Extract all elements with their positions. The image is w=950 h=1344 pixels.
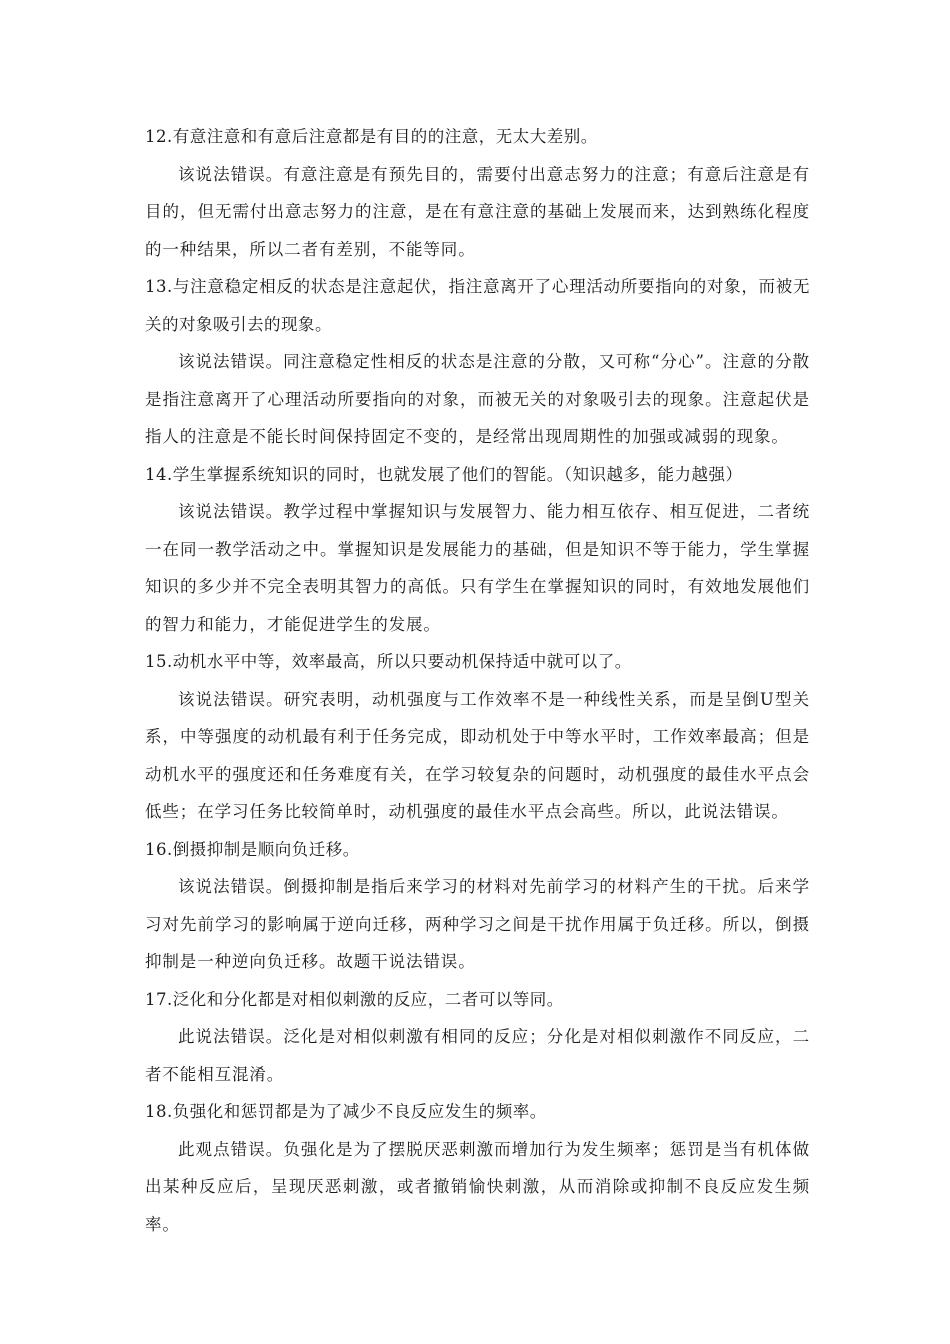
question-14: 14.学生掌握系统知识的同时，也就发展了他们的智能。（知识越多，能力越强） (145, 464, 743, 484)
question-13: 13.与注意稳定相反的状态是注意起伏，指注意离开了心理活动所要指向的对象，而被无关的对象吸引去的现象。 (145, 277, 810, 334)
answer-13: 该说法错误。同注意稳定性相反的状态是注意的分散，又可称“分心”。注意的分散是指注意离开了心理活动所要指向的对象，而被无关的对象吸引去的现象。注意起伏是指人的注意是不能长时间保持固定不变的，是经常出现周期性的加强或减弱的现象。 (145, 352, 810, 446)
question-12: 12.有意注意和有意后注意都是有目的的注意，无太大差别。 (145, 127, 598, 146)
answer-18: 此观点错误。负强化是为了摆脱厌恶刺激而增加行为发生频率；惩罚是当有机体做出某种反应后，呈现厌恶刺激，或者撤销愉快刺激，从而消除或抑制不良反应发生频率。 (145, 1139, 810, 1234)
qa-item-12 (145, 118, 810, 268)
qa-item-18 (145, 1093, 810, 1243)
question-15: 15.动机水平中等，效率最高，所以只要动机保持适中就可以了。 (145, 652, 632, 671)
document-page (145, 118, 810, 1243)
question-17: 17.泛化和分化都是对相似刺激的反应，二者可以等同。 (145, 989, 564, 1009)
answer-15: 该说法错误。研究表明，动机强度与工作效率不是一种线性关系，而是呈倒U型关系，中等强度的动机最有利于任务完成，即动机处于中等水平时，工作效率最高；但是动机水平的强度还和任务难度有关，在学习较复杂的问题时，动机强度的最佳水平点会低些；在学习任务比较简单时，动机强度的最佳水平点会高些。所以，此说法错误。 (145, 689, 810, 821)
answer-16: 该说法错误。倒摄抑制是指后来学习的材料对先前学习的材料产生的干扰。后来学习对先前学习的影响属于逆向迁移，两种学习之间是干扰作用属于负迁移。所以，倒摄抑制是一种逆向负迁移。故题干说法错误。 (145, 877, 810, 971)
qa-item-16 (145, 831, 810, 981)
question-18: 18.负强化和惩罚都是为了减少不良反应发生的频率。 (145, 1102, 547, 1121)
answer-12: 该说法错误。有意注意是有预先目的，需要付出意志努力的注意；有意后注意是有目的，但无需付出意志努力的注意，是在有意注意的基础上发展而来，达到熟练化程度的一种结果，所以二者有差别，不能等同。 (145, 164, 810, 259)
qa-item-17 (145, 981, 810, 1094)
qa-item-15 (145, 643, 810, 831)
question-16: 16.倒摄抑制是顺向负迁移。 (145, 839, 360, 859)
answer-14: 该说法错误。教学过程中掌握知识与发展智力、能力相互依存、相互促进，二者统一在同一教学活动之中。掌握知识是发展能力的基础，但是知识不等于能力，学生掌握知识的多少并不完全表明其智力的高低。只有学生在掌握知识的同时，有效地发展他们的智力和能力，才能促进学生的发展。 (145, 502, 810, 634)
qa-item-14 (145, 456, 810, 644)
answer-17: 此说法错误。泛化是对相似刺激有相同的反应；分化是对相似刺激作不同反应，二者不能相互混淆。 (145, 1027, 810, 1084)
qa-item-13 (145, 268, 810, 456)
